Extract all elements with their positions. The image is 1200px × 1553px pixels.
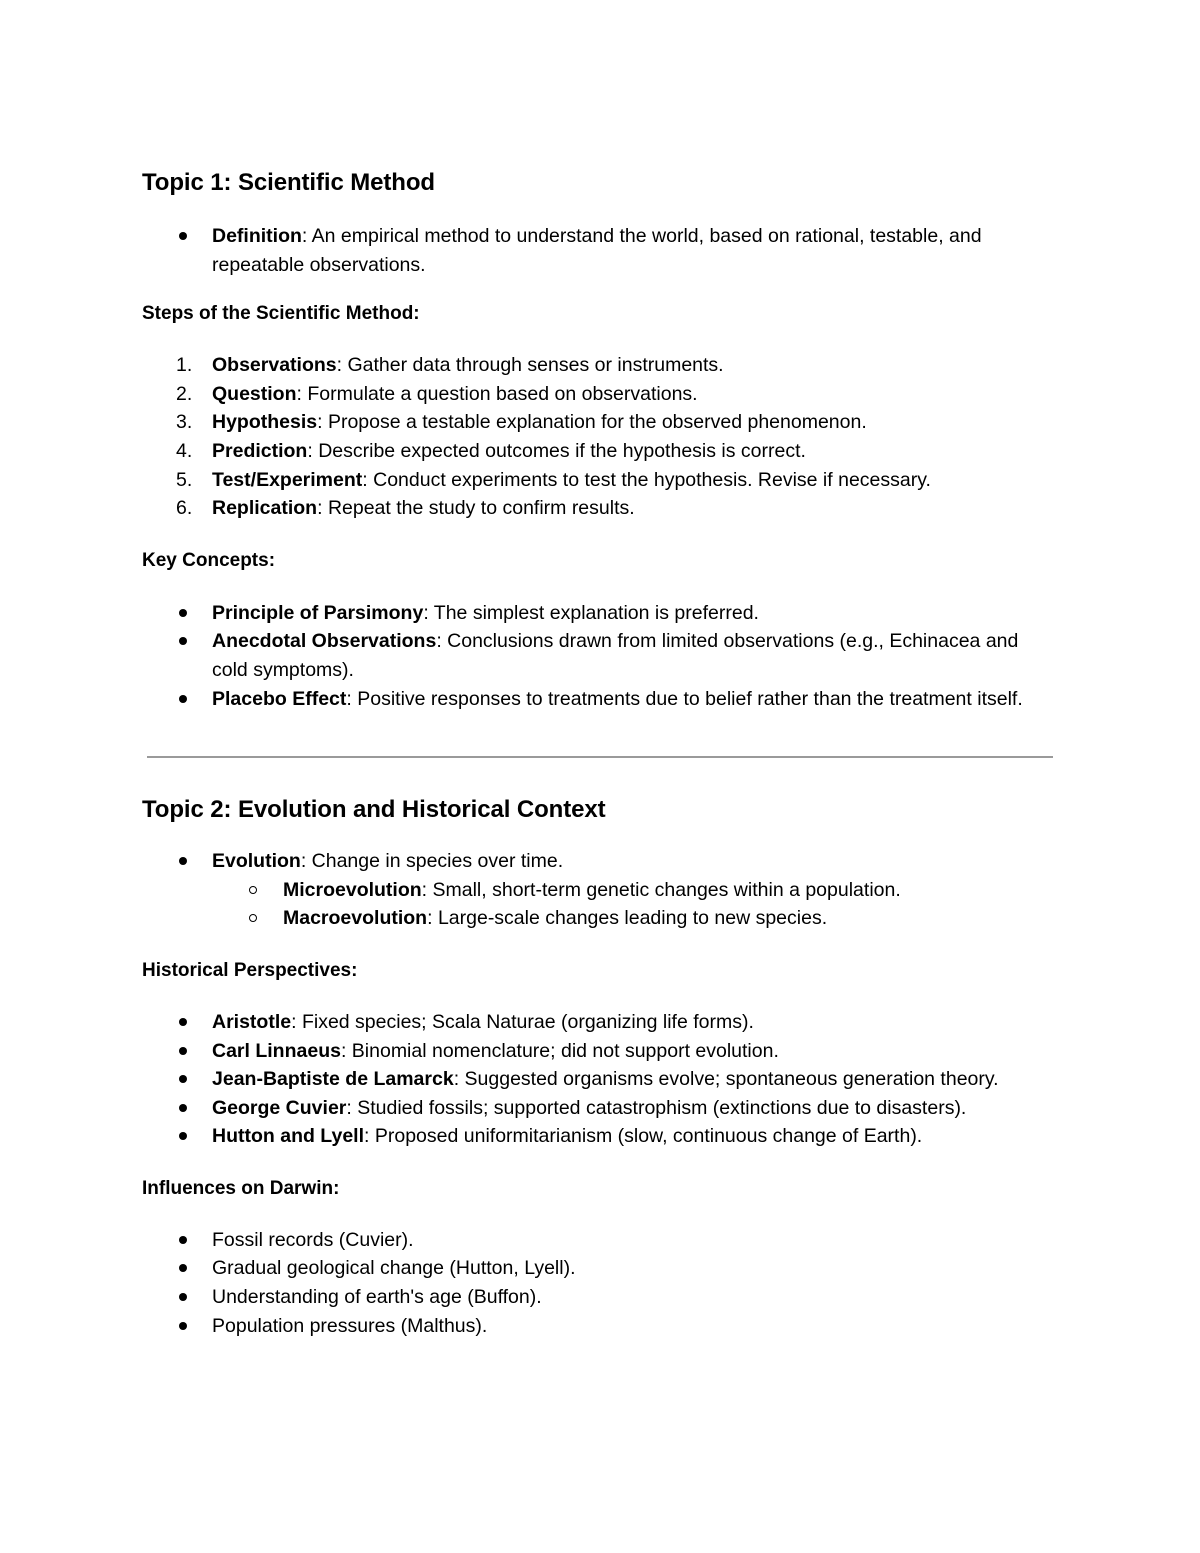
term-label: Definition <box>212 225 302 247</box>
key-concepts-heading: Key Concepts: <box>142 549 276 571</box>
bullet-icon <box>179 1322 187 1330</box>
historical-list <box>142 1008 1058 1151</box>
step-number: 4. <box>176 439 193 462</box>
bullet-icon <box>179 1132 187 1140</box>
item-text: Fossil records (Cuvier). <box>212 1228 414 1251</box>
topic-2-title: Topic 2: Evolution and Historical Context <box>142 796 606 824</box>
bullet-icon <box>179 1075 187 1083</box>
list-item <box>142 466 1058 495</box>
list-item <box>142 1283 1058 1312</box>
bullet-icon <box>179 1293 187 1301</box>
step-number: 6. <box>176 497 193 520</box>
list-item <box>142 494 1058 523</box>
bullet-icon <box>179 857 187 865</box>
bullet-icon <box>179 1104 187 1112</box>
term-label: Aristotle <box>212 1010 292 1033</box>
evolution-sub-list <box>142 876 1058 933</box>
term-label: Question <box>212 382 297 405</box>
hollow-bullet-icon <box>249 886 257 894</box>
bullet-icon <box>179 1018 187 1026</box>
list-item <box>142 408 1058 437</box>
document-page <box>142 166 1058 1340</box>
term-label: Hutton and Lyell <box>212 1125 365 1148</box>
list-item <box>142 1065 1058 1094</box>
term-text: : Gather data through senses or instruments. <box>336 354 724 377</box>
step-number: 5. <box>176 468 193 491</box>
term-label: Replication <box>212 497 318 520</box>
term-label: Prediction <box>212 439 308 462</box>
term-text: : Formulate a question based on observations. <box>296 382 698 405</box>
list-item <box>142 351 1058 380</box>
term-label: Observations <box>212 354 337 377</box>
list-item <box>142 876 1058 905</box>
step-number: 2. <box>176 382 193 405</box>
term-text: : Small, short-term genetic changes within a population. <box>421 878 901 901</box>
term-text: : Positive responses to treatments due to belief rather than the treatment itself. <box>346 687 1023 710</box>
hollow-bullet-icon <box>249 914 257 922</box>
term-text: : Large-scale changes leading to new species. <box>427 907 828 930</box>
term-label: Macroevolution <box>283 907 428 930</box>
list-item <box>142 1094 1058 1123</box>
term-text: : Conclusions drawn from limited observations (e.g., Echinacea and cold symptoms). <box>212 630 1019 681</box>
term-text: : Conduct experiments to test the hypothesis. Revise if necessary. <box>362 468 931 491</box>
term-text: : Binomial nomenclature; did not support evolution. <box>340 1039 779 1062</box>
term-label: Test/Experiment <box>212 468 363 491</box>
list-item <box>142 222 1058 279</box>
term-label: Evolution <box>212 850 301 873</box>
item-text: Understanding of earth's age (Buffon). <box>212 1286 542 1309</box>
term-text: : Propose a testable explanation for the observed phenomenon. <box>317 411 867 434</box>
list-item <box>142 599 1058 628</box>
step-number: 1. <box>176 354 193 377</box>
list-item <box>142 685 1058 714</box>
influences-heading: Influences on Darwin: <box>142 1177 340 1199</box>
list-item <box>142 380 1058 409</box>
term-label: Anecdotal Observations <box>212 630 437 653</box>
steps-list <box>142 351 1058 523</box>
term-text: : Fixed species; Scala Naturae (organizing life forms). <box>291 1010 754 1033</box>
list-item <box>142 1037 1058 1066</box>
list-item <box>142 1312 1058 1341</box>
steps-heading: Steps of the Scientific Method: <box>142 303 420 325</box>
step-number: 3. <box>176 411 193 434</box>
list-item <box>142 437 1058 466</box>
list-item <box>142 904 1058 933</box>
list-item <box>142 847 1058 876</box>
definition-list <box>142 222 1058 279</box>
term-text: : Describe expected outcomes if the hypothesis is correct. <box>307 439 806 462</box>
list-item <box>142 627 1058 684</box>
influences-list <box>142 1226 1058 1340</box>
historical-heading: Historical Perspectives: <box>142 959 358 981</box>
list-item <box>142 1226 1058 1255</box>
term-label: Microevolution <box>283 878 422 901</box>
term-text: : Repeat the study to confirm results. <box>317 497 635 520</box>
section-divider <box>147 756 1053 758</box>
list-item <box>142 1122 1058 1151</box>
bullet-icon <box>179 1264 187 1272</box>
list-item <box>142 1254 1058 1283</box>
term-label: Carl Linnaeus <box>212 1039 341 1062</box>
term-text: : An empirical method to understand the world, based on rational, testable, and repeatable observations. <box>212 225 982 276</box>
term-text: : Suggested organisms evolve; spontaneous generation theory. <box>453 1068 999 1091</box>
term-label: Principle of Parsimony <box>212 601 424 624</box>
term-text: : Studied fossils; supported catastrophism (extinctions due to disasters). <box>346 1096 967 1119</box>
term-label: Jean-Baptiste de Lamarck <box>212 1068 454 1091</box>
item-text: Population pressures (Malthus). <box>212 1314 488 1337</box>
bullet-icon <box>179 1236 187 1244</box>
item-text: Gradual geological change (Hutton, Lyell). <box>212 1257 576 1280</box>
term-text: : The simplest explanation is preferred. <box>423 601 759 624</box>
bullet-icon <box>179 232 187 240</box>
term-label: George Cuvier <box>212 1096 347 1119</box>
term-label: Hypothesis <box>212 411 318 434</box>
bullet-icon <box>179 637 187 645</box>
term-text: : Change in species over time. <box>300 850 564 873</box>
list-item <box>142 1008 1058 1037</box>
term-text: : Proposed uniformitarianism (slow, continuous change of Earth). <box>364 1125 923 1148</box>
bullet-icon <box>179 609 187 617</box>
term-label: Placebo Effect <box>212 687 347 710</box>
bullet-icon <box>179 1047 187 1055</box>
key-concepts-list <box>142 599 1058 713</box>
evolution-list <box>142 847 1058 876</box>
topic-1-title: Topic 1: Scientific Method <box>142 169 435 196</box>
bullet-icon <box>179 695 187 703</box>
